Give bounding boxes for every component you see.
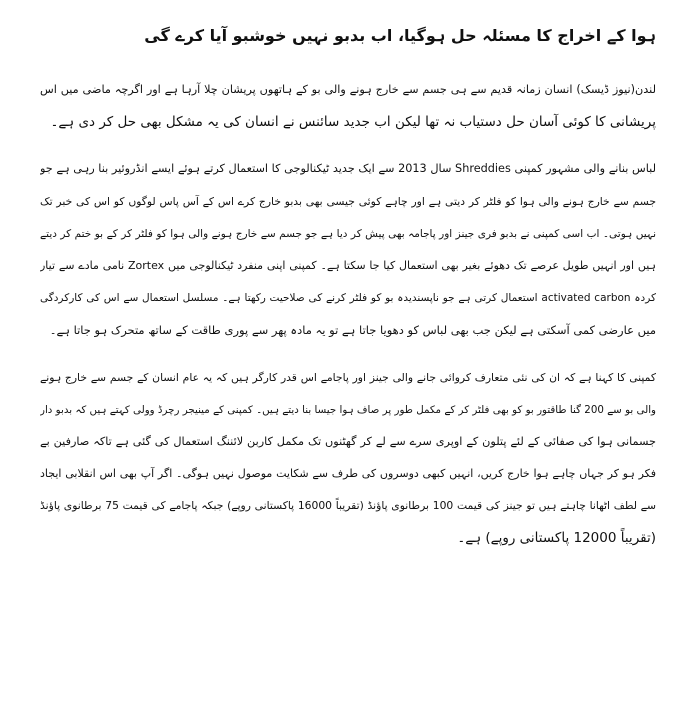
paragraph-line: سے لطف اٹھانا چاہتے ہیں تو جینز کی قیمت 100 برطانوی پاؤنڈ (تقریباً 16000 پاکستانی روپے) جبکہ پاجامے کی قیمت 75 برطانوی پاؤنڈ [40, 499, 656, 513]
article-headline: ہوا کے اخراج کا مسئلہ حل ہوگیا، اب بدبو نہیں خوشبو آیا کرے گی [144, 26, 656, 45]
paragraph-line: فکر ہو کر جہاں چاہے ہوا خارج کریں، انہیں کبھی دوسروں کی طرف سے شکایت موصول نہیں ہوگی۔ اگر آپ بھی اس انقلابی ایجاد [40, 467, 656, 481]
article-paragraph-2 [40, 153, 656, 346]
article-paragraph-3 [40, 362, 656, 555]
paragraph-line: میں عارضی کمی آسکتی ہے لیکن جب بھی لباس کو دھویا جاتا ہے تو یہ مادہ پھر سے پوری طاقت کے ساتھ متحرک ہو جاتا ہے۔ [49, 323, 656, 338]
paragraph-line: کردہ activated carbon استعمال کرتی ہے جو ناپسندیدہ بو کو فلٹر کرنے کی صلاحیت رکھتا ہے۔ مسلسل استعمال سے اس کی کارکردگی [40, 292, 656, 305]
paragraph-line: پریشانی کا کوئی آسان حل دستیاب نہ تھا لیکن اب جدید سائنس نے انسان کی یہ مشکل بھی حل کر دی ہے۔ [50, 114, 656, 131]
paragraph-line: جسمانی ہوا کی صفائی کے لئے پتلون کے اوپری سرے سے لے کر گھٹنوں تک مکمل کاربن لائننگ استعمال کی گئی ہے تاکہ صارفین بے [40, 434, 656, 448]
paragraph-line: کمپنی کا کہنا ہے کہ ان کی نئی متعارف کروائی جانے والی جینز اور پاجامے اس قدر کارگر ہیں کہ یہ عام انسان کے جسم سے خارج ہونے [40, 370, 656, 384]
paragraph-line: ہیں اور انہیں طویل عرصے تک دھوئے بغیر بھی استعمال کیا جا سکتا ہے۔ کمپنی اپنی منفرد ٹیکنالوجی میں Zortex نامی مادے سے تیار [40, 258, 656, 272]
paragraph-line: لباس بنانے والی مشہور کمپنی Shreddies سال 2013 سے ایک جدید ٹیکنالوجی کا استعمال کرتے ہوئے ایسے انڈروئیر بنا رہی ہے جو [40, 162, 656, 176]
paragraph-line: (تقریباً 12000 پاکستانی روپے) ہے۔ [457, 530, 656, 547]
article-paragraph-1 [40, 74, 656, 138]
paragraph-line: نہیں ہوتی۔ اب اسی کمپنی نے بدبو فری جینز اور پاجامہ بھی پیش کر دیا ہے جو جسم سے خارج ہونے والی ہوا کو فلٹر کر کے بو ختم کر دیتے [40, 227, 656, 240]
paragraph-line: جسم سے خارج ہونے والی ہوا کو فلٹر کر دیتی ہے اور چاہے کوئی جیسی بھی بدبو خارج کرے اس کے آس پاس لوگوں کو اس کی خبر تک [40, 194, 656, 208]
paragraph-line: والی بو سے 200 گنا طاقتور بو کو بھی فلٹر کر کے مکمل طور پر صاف ہوا جیسا بنا دیتے ہیں۔ کمپنی کے مینیجر رچرڈ وولی کہتے ہیں کہ بدبو دار [40, 403, 656, 416]
paragraph-line: لندن(نیوز ڈیسک) انسان زمانہ قدیم سے ہی جسم سے خارج ہونے والی بو کے ہاتھوں پریشان چلا آرہا ہے اور اگرچہ ماضی میں اس [40, 83, 656, 96]
